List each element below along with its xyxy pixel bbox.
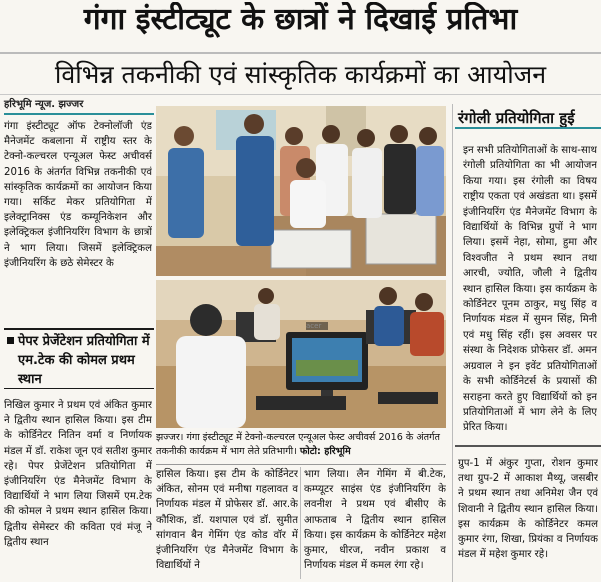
square-bullet-icon (7, 337, 14, 344)
column-divider (300, 467, 301, 579)
subheadline-rule (0, 94, 601, 95)
caption-text: झज्जर। गंगा इंस्टीट्यूट में टेक्नो-कल्चरल एन्यूअल फेस्ट अचीवर्स 2016 के अंतर्गत तकनीकी कार्यक्रम में भाग लेते प्रतिभागी। (156, 432, 440, 457)
article-column-4: ग्रुप-1 में अंकुर गुप्ता, रोशन कुमार तथा ग्रुप-2 में आकाश मैथ्यू, जसबीर ने प्रथम स्थान तथा अनिमेश जैन एवं शिवानी ने द्वितीय स्थान हासिल किया। इस कार्यक्रम के कोर्डिनेटर कमल कुमार रंगा, शिखा, प्रियंका व निर्णायक मंडल में महेश कुमार रहे। (458, 458, 598, 561)
news-photo-illustration (156, 106, 446, 428)
sidebar-title-rule (455, 127, 601, 129)
news-photo-group (156, 106, 446, 428)
article-column-1b: निखिल कुमार ने प्रथम एवं अंकित कुमार ने द्वितीय स्थान हासिल किया। इस टीम के कोर्डिनेटर नितिन वर्मा व निर्णायक मंडल में डॉ. राकेश जून एवं सतीश कुमार रहे। पेपर प्रेजेंटेशन प्रतियोगिता में इंजीनियरिंग एंड मैनेजमेंट विभाग के विद्यार्थियों ने भाग लिया जिसमें एम.टेक की कोमल ने प्रथम स्थान हासिल किया। द्वितीय सेमेस्टर की कविता एवं मंजू ने द्वितीय स्थान (4, 400, 152, 548)
sidebar-bottom-rule (455, 445, 601, 447)
article-column-3: भाग लिया। लैन गेमिंग में बी.टेक, कम्प्यूटर साइंस एंड इंजीनियरिंग के लवनीश ने प्रथम एवं बीसीए के आफताब ने द्वितीय स्थान हासिल किया। इस कार्यक्रम के कोर्डिनेटर महेश कुमार, धीरज, नवीन प्रकाश व निर्णायक मंडल में कमल रंगा रहे। (304, 469, 446, 572)
caption-credit: फोटो: हरिभूमि (299, 446, 351, 457)
photo-caption (156, 431, 446, 461)
byline: हरिभूमि न्यूज. झज्जर (4, 99, 84, 110)
subheadline: विभिन्न तकनीकी एवं सांस्कृतिक कार्यक्रमों का आयोजन (54, 60, 547, 89)
box-top-rule (4, 328, 154, 330)
sidebar-text: इन सभी प्रतियोगिताओं के साथ-साथ रंगोली प्रतियोगिता का भी आयोजन किया गया। इस रंगोली का विषय राष्ट्रीय एकता एवं अखंडता था। इसमें इंजीनियरिंग एंड मैनेजमेंट विभाग के विद्यार्थियों के विभिन्न ग्रुपों ने भाग लिया। इसमें नेहा, सोमा, हुमा और विश्वजीत ने प्रथम स्थान तथा आरची, ज्योति, जौली ने द्वितीय स्थान हासिल किया। इस कार्यक्रम के कोर्डिनेटर पूनम ठाकुर, मधु सिंह व निर्णायक मंडल में सुमन सिंह, मिनी एवं मधु सिंह रहीं। इस अवसर पर संस्था के निदेशक प्रोफेसर डॉ. अमन अग्रवाल ने इन इवेंट प्रतियोगिताओं के सभी कोर्डिनेटर्स के प्रयासों की सराहना करते हुए विद्यार्थियों को इन प्रतियोगिताओं में भाग लेने के लिए प्रेरित किया। (463, 145, 597, 434)
subheading-box (4, 328, 154, 390)
sidebar-divider (452, 104, 453, 582)
sidebar-title: रंगोली प्रतियोगिता हुई (458, 109, 575, 127)
box-title: पेपर प्रेजेंटेशन प्रतियोगिता में एम.टेक की कोमल प्रथम स्थान (18, 334, 150, 387)
article-column-1: गंगा इंस्टीट्यूट ऑफ टेक्नोलॉजी एंड मैनेजमेंट कबलाना में राष्ट्रीय स्तर के टेक्नो-कल्चरल एन्यूअल फेस्ट अचीवर्स 2016 के अंतर्गत विभिन्न तकनीकी एवं सांस्कृतिक कार्यक्रमों का आयोजन किया गया। सर्किट मेकर प्रतियोगिता में इलेक्ट्रानिक्स एंड कम्यूनिकेशन और इलेक्ट्रिकल इंजीनियरिंग विभाग के छात्रों ने भाग लिया। जिसमें इलेक्ट्रिकल इंजीनियरिंग के छठे सेमेस्टर के (4, 121, 152, 269)
headline-rule (0, 52, 601, 54)
bottom-photo (156, 280, 446, 428)
article-column-2: हासिल किया। इस टीम के कोर्डिनेटर अंकित, सोनम एवं मनीषा गहलावत व निर्णायक मंडल में प्रोफेसर डॉ. आर.के कौशिक, डॉ. यशपाल एवं डॉ. सुमीत सांगवान बैन गेमिंग एंड कोड वॉर में इंजीनियरिंग एंड मैनेजमेंट विभाग के विद्यार्थियों ने (156, 469, 298, 572)
top-photo (156, 106, 446, 276)
byline-rule (4, 113, 154, 115)
caption-rule (156, 464, 446, 465)
box-bottom-rule (4, 388, 154, 389)
headline: गंगा इंस्टीट्यूट के छात्रों ने दिखाई प्रतिभा (83, 2, 518, 37)
